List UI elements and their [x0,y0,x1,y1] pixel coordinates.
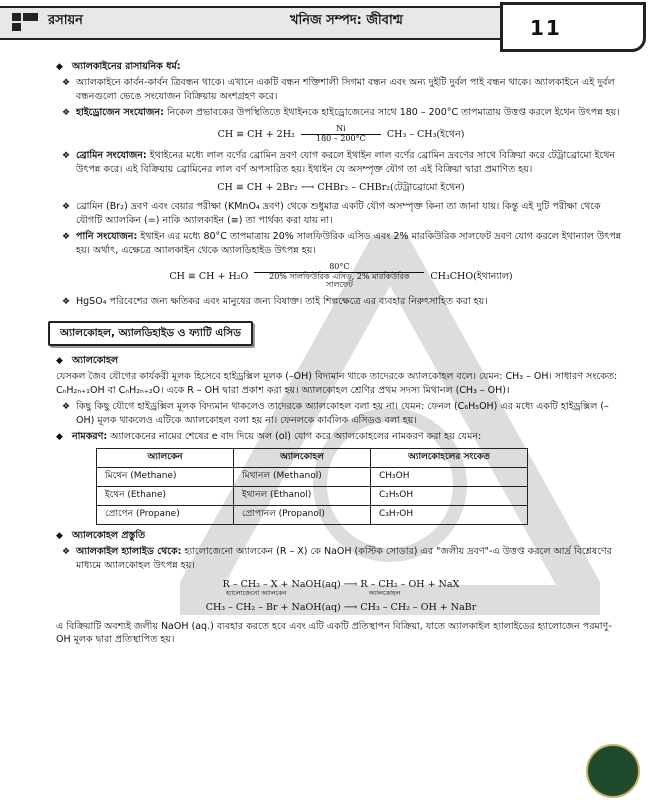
equation-bromoethane-hydrolysis: CH₃ – CH₂ – Br + NaOH(aq) ⟶ CH₃ – CH₂ – OH + NaBr [205,601,477,613]
diamond-bullet-icon [56,431,72,442]
bullet-unsaturation-test: ❖ ব্রোমিন (Br₂) দ্রবণ এবং বেয়ার পরীক্ষা (KMnO₄ দ্রবণ) থেকে শুধুমাত্র একটি যৌগ অসম্পৃক্ত কিনা তা জানা যায়। কিন্তু এই দুটি পরীক্ষা থেকে যৌগটি অ্যালকিন (=) নাকি অ্যালকাইন (≡) তা পার্থক্য করা যায় না। [56,200,626,228]
equation-bromination: CH ≡ CH + 2Br₂ ⟶ CHBr₂ – CHBr₂(টেট্রাব্রোমো ইথেন) [217,182,465,194]
alcohol-definition: যেসকল জৈব যৌগের কার্যকরী মূলক হিসেবে হাইড্রক্সিল মূলক (–OH) বিদ্যমান থাকে তাদেরকে অ্যালকোহল বলে। যেমন: CH₃ – OH। সাধারণ সংকেত: CₙH₂ₙ₊₁OH বা CₙH₂ₙ₊₂O। একে R – OH দ্বারা প্রকাশ করা হয়। অ্যালকোহল শ্রেণির প্রথম সদস্য মিথানল (CH₃ – OH)। [56,371,618,397]
subject-label: রসায়ন [48,13,83,28]
label-alcohol: অ্যালকোহল [368,589,401,598]
diamond-bullet-icon [56,355,72,366]
page-number: 11 [530,16,562,40]
diamond-bullet-icon [56,530,72,541]
table-row: প্রোপেন (Propane) প্রোপানল (Propanol) C₃H₇OH [97,505,528,524]
bullet-hydrogenation: ❖ হাইড্রোজেন সংযোজন: নিকেল প্রভাবকের উপস্থিতিতে ইথাইনকে হাইড্রোজেনের সাথে 180 – 200°C তাপমাত্রায় উত্তপ্ত করলে ইথেন উৎপন্ন হয়। [56,106,626,120]
diamond-bullet-icon [56,61,72,72]
page-number-tab [500,2,646,52]
equation-hydrogenation: CH ≡ CH + $2H_2 \frac{Ni}{180 - 200^\circ C} CH_3$ – CH₃(ইথেন) [217,123,465,143]
table-row: ইথেন (Ethane) ইথানল (Ethanol) C₂H₅OH [97,486,528,505]
equation-hydration: CH ≡ CH + H₂O 80°C 20% সালফিউরিক এসিড, 2% মারকিউরিক সালফেট CH₃CHO(ইথান্যাল) [169,261,513,290]
topic-box-title: অ্যালকোহল, অ্যালডিহাইড ও ফ্যাটি এসিড [48,321,253,346]
bullet-hgso4: ❖ HgSO₄ পরিবেশের জন্য ক্ষতিকর এবং মানুষের জন্য বিষাক্ত। তাই শিল্পক্ষেত্রে এর ব্যবহার নিরুৎসাহিত করা হয়। [56,295,626,309]
section-title-chem-props: অ্যালকাইনের রাসায়নিক ধর্ম: [72,61,181,72]
page-header [0,0,649,50]
bullet-bromination: ❖ ব্রোমিন সংযোজন: ইথাইনের মধ্যে লাল বর্ণের ব্রোমিন দ্রবণ যোগ করলে ইথাইন লাল বর্ণের ব্রোমিন দ্রবণের সাথে বিক্রিয়া করে টেট্রাব্রোমো ইথেন উৎপন্ন করে। এই বিক্রিয়ায় ব্রোমিনের লাল বর্ণ অপসারিত হয়। ইথাইন যে অসম্পৃক্ত যৌগ তা এই বিক্রিয়া দ্বারা প্রমাণিত হয়। [56,149,626,177]
bullet-phenol: ❖ কিছু কিছু যৌগে হাইড্রক্সিল মূলক বিদ্যমান থাকলেও তাদেরকে অ্যালকোহল বলা হয় না। যেমন: ফেনল (C₆H₅OH) এর মধ্যে একটি হাইড্রক্সিল (–OH) মূলক থাকলেও এটিকে অ্যালকোহল বলা হয় না। ফেনলকে কার্বলিক এসিডও বলা হয়। [56,400,626,428]
label-haloalkane: হ্যালোজেনো অ্যালকেন [226,589,287,598]
section-title-alcohol: অ্যালকোহল [72,355,119,367]
table-header-row: অ্যালকেন অ্যালকোহল অ্যালকোহলের সংকেত [97,448,528,467]
bullet-alkyl-halide: ❖ অ্যালকাইল হ্যালাইড থেকে: হ্যালোজেনো অ্যালকেন (R – X) কে NaOH (কস্টিক সোডার) এর "জলীয় দ্রবণ"-এ উত্তপ্ত করলে আর্দ্র বিশ্লেষণের মাধ্যমে অ্যালকোহল উৎপন্ন হয়। [56,545,626,573]
reaction-arrow: 80°C 20% সালফিউরিক এসিড, 2% মারকিউরিক সালফেট [254,263,424,290]
reaction-arrow: $\frac{Ni}{180 - 200^\circ C}$ [301,125,381,144]
page-content: ◆ অ্যালকাইনের রাসায়নিক ধর্ম: ❖ অ্যালকাইনে কার্বন-কার্বন ত্রিবন্ধন থাকে। এখানে একটি বন্ধন শক্তিশালী সিগমা বন্ধন এবং অন্য দুইটি দুর্বল পাই বন্ধন থাকে। অ্যালকাইনে এই দুর্বল বন্ধনগুলো ভেঙে সংযোজন বিক্রিয়ায় অংশগ্রহণ করে। ❖ হাইড্রোজেন সংযোজন: নিকেল প্রভাবকের উপস্থিতিতে ইথাইনকে হাইড্রোজেনের সাথে 180 – 200°C তাপমাত্রায় উত্তপ্ত করলে ইথেন উৎপন্ন হয়। CH ≡ CH + $2H_2 \frac{Ni}{180 - 200^\circ C} CH_3$ – CH₃(ইথেন) ❖ ব্রোমিন সংযোজন: ইথাইনের মধ্যে লাল বর্ণের ব্রোমিন দ্রবণ যোগ করলে ইথাইন লাল বর্ণের ব্রোমিন দ্রবণের সাথে বিক্রিয়া করে টেট্রাব্রোমো ইথেন উৎপন্ন করে। এই বিক্রিয়ায় ব্রোমিনের লাল বর্ণ অপসারিত হয়। ইথাইন যে অসম্পৃক্ত যৌগ তা এই বিক্রিয়া দ্বারা প্রমাণিত হয়। CH ≡ CH + 2Br₂ ⟶ CHBr₂ – CHBr₂(টেট্রাব্রোমো ইথেন) ❖ ব্রোমিন (Br₂) দ্রবণ এবং বেয়ার পরীক্ষা (KMnO₄ দ্রবণ) থেকে শুধুমাত্র একটি যৌগ অসম্পৃক্ত কিনা তা জানা যায়। কিন্তু এই দুটি পরীক্ষা থেকে যৌগটি অ্যালকিন (=) নাকি অ্যালকাইন (≡) তা পার্থক্য করা যায় না। ❖ পানি সংযোজন: ইথাইন এর মধ্যে 80°C তাপমাত্রায় 20% সালফিউরিক এসিড এবং 2% মারকিউরিক সালফেট দ্রবণ যোগ করলে ইথান্যাল উৎপন্ন হয়। অর্থাৎ, এক্ষেত্রে অ্যালকাইন থেকে অ্যালডিহাইড উৎপন্ন হয়। CH ≡ CH + H₂O 80°C 20% সালফিউরিক এসিড, 2% মারকিউরিক সালফেট CH₃CHO(ইথান্যাল) ❖ HgSO₄ পরিবেশের জন্য ক্ষতিকর এবং মানুষের জন্য বিষাক্ত। তাই শিল্পক্ষেত্রে এর ব্যবহার নিরুৎসাহিত করা হয়। অ্যালকোহল, অ্যালডিহাইড ও ফ্যাটি এসিড ◆ অ্যালকোহল যেসকল জৈব যৌগের কার্যকরী মূলক হিসেবে হাইড্রক্সিল মূলক (–OH) বিদ্যমান থাকে তাদেরকে অ্যালকোহল বলে। যেমন: CH₃ – OH। সাধারণ সংকেত: CₙH₂ₙ₊₁OH বা CₙH₂ₙ₊₂O। একে R – OH দ্বারা প্রকাশ করা হয়। অ্যালকোহল শ্রেণির প্রথম সদস্য মিথানল (CH₃ – OH)। ❖ কিছু কিছু যৌগে হাইড্রক্সিল মূলক বিদ্যমান থাকলেও তাদেরকে অ্যালকোহল বলা হয় না। যেমন: ফেনল (C₆H₅OH) এর মধ্যে একটি হাইড্রক্সিল (–OH) মূলক থাকলেও এটিকে অ্যালকোহল বলা হয় না। ফেনলকে কার্বলিক এসিডও বলা হয়। ◆ নামকরণ: অ্যালকেনের নামের শেষের e বাদ দিয়ে অল (ol) যোগ করে অ্যালকোহলের নামকরণ করা হয় যেমন: অ্যালকেন অ্যালকোহল অ্যালকোহলের সংকেত মিথেন (Methane) মিথানল (Methanol) CH₃OH ইথেন (Ethane) ইথানল (Ethanol) C₂H₅OH প্রোপেন (Propane) প্রোপানল (Propanol) C₃H₇OH ◆ অ্যালকোহল প্রস্তুতি ❖ অ্যালকাইল হ্যালাইড থেকে: হ্যালোজেনো অ্যালকেন (R – X) কে NaOH (কস্টিক সোডার) এর "জলীয় দ্রবণ"-এ উত্তপ্ত করলে আর্দ্র বিশ্লেষণের মাধ্যমে অ্যালকোহল উৎপন্ন হয়। R – CH₂ – X + NaOH(aq) ⟶ R – CH₂ – OH + NaX হ্যালোজেনো অ্যালকেন অ্যালকোহল CH₃ – CH₂ – Br + NaOH(aq) ⟶ CH₃ – CH₂ – OH + NaBr এ বিক্রিয়াটি অবশ্যই জলীয় NaOH (aq.) ব্যবহার করতে হবে এবং এটি একটি প্রতিস্থাপন বিক্রিয়া, যাতে অ্যালকাইল হ্যালাইডের হ্যালোজেন পরমাণু-OH মূলক দ্বারা প্রতিস্থাপিত হয়। [56,58,626,647]
hydrolysis-note: এ বিক্রিয়াটি অবশ্যই জলীয় NaOH (aq.) ব্যবহার করতে হবে এবং এটি একটি প্রতিস্থাপন বিক্রিয়া, যাতে অ্যালকাইল হ্যালাইডের হ্যালোজেন পরমাণু-OH মূলক দ্বারা প্রতিস্থাপিত হয়। [56,620,612,646]
chapter-title: খনিজ সম্পদ: জীবাশ্ম [290,13,403,28]
bullet-hydration: ❖ পানি সংযোজন: ইথাইন এর মধ্যে 80°C তাপমাত্রায় 20% সালফিউরিক এসিড এবং 2% মারকিউরিক সালফেট দ্রবণ যোগ করলে ইথান্যাল উৎপন্ন হয়। অর্থাৎ, এক্ষেত্রে অ্যালকাইন থেকে অ্যালডিহাইড উৎপন্ন হয়। [56,230,626,258]
section-title-preparation: অ্যালকোহল প্রস্তুতি [72,529,146,541]
header-squares-icon [12,13,38,31]
publisher-logo-icon [586,744,640,798]
header-bar [0,6,560,40]
bullet-triple-bond: ❖ অ্যালকাইনে কার্বন-কার্বন ত্রিবন্ধন থাকে। এখানে একটি বন্ধন শক্তিশালী সিগমা বন্ধন এবং অন্য দুইটি দুর্বল পাই বন্ধন থাকে। অ্যালকাইনে এই দুর্বল বন্ধনগুলো ভেঙে সংযোজন বিক্রিয়ায় অংশগ্রহণ করে। [56,76,626,104]
naming-table [96,448,528,525]
equation-general-hydrolysis: R – CH₂ – X + NaOH(aq) ⟶ R – CH₂ – OH + NaX [222,578,460,590]
table-row: মিথেন (Methane) মিথানল (Methanol) CH₃OH [97,467,528,486]
